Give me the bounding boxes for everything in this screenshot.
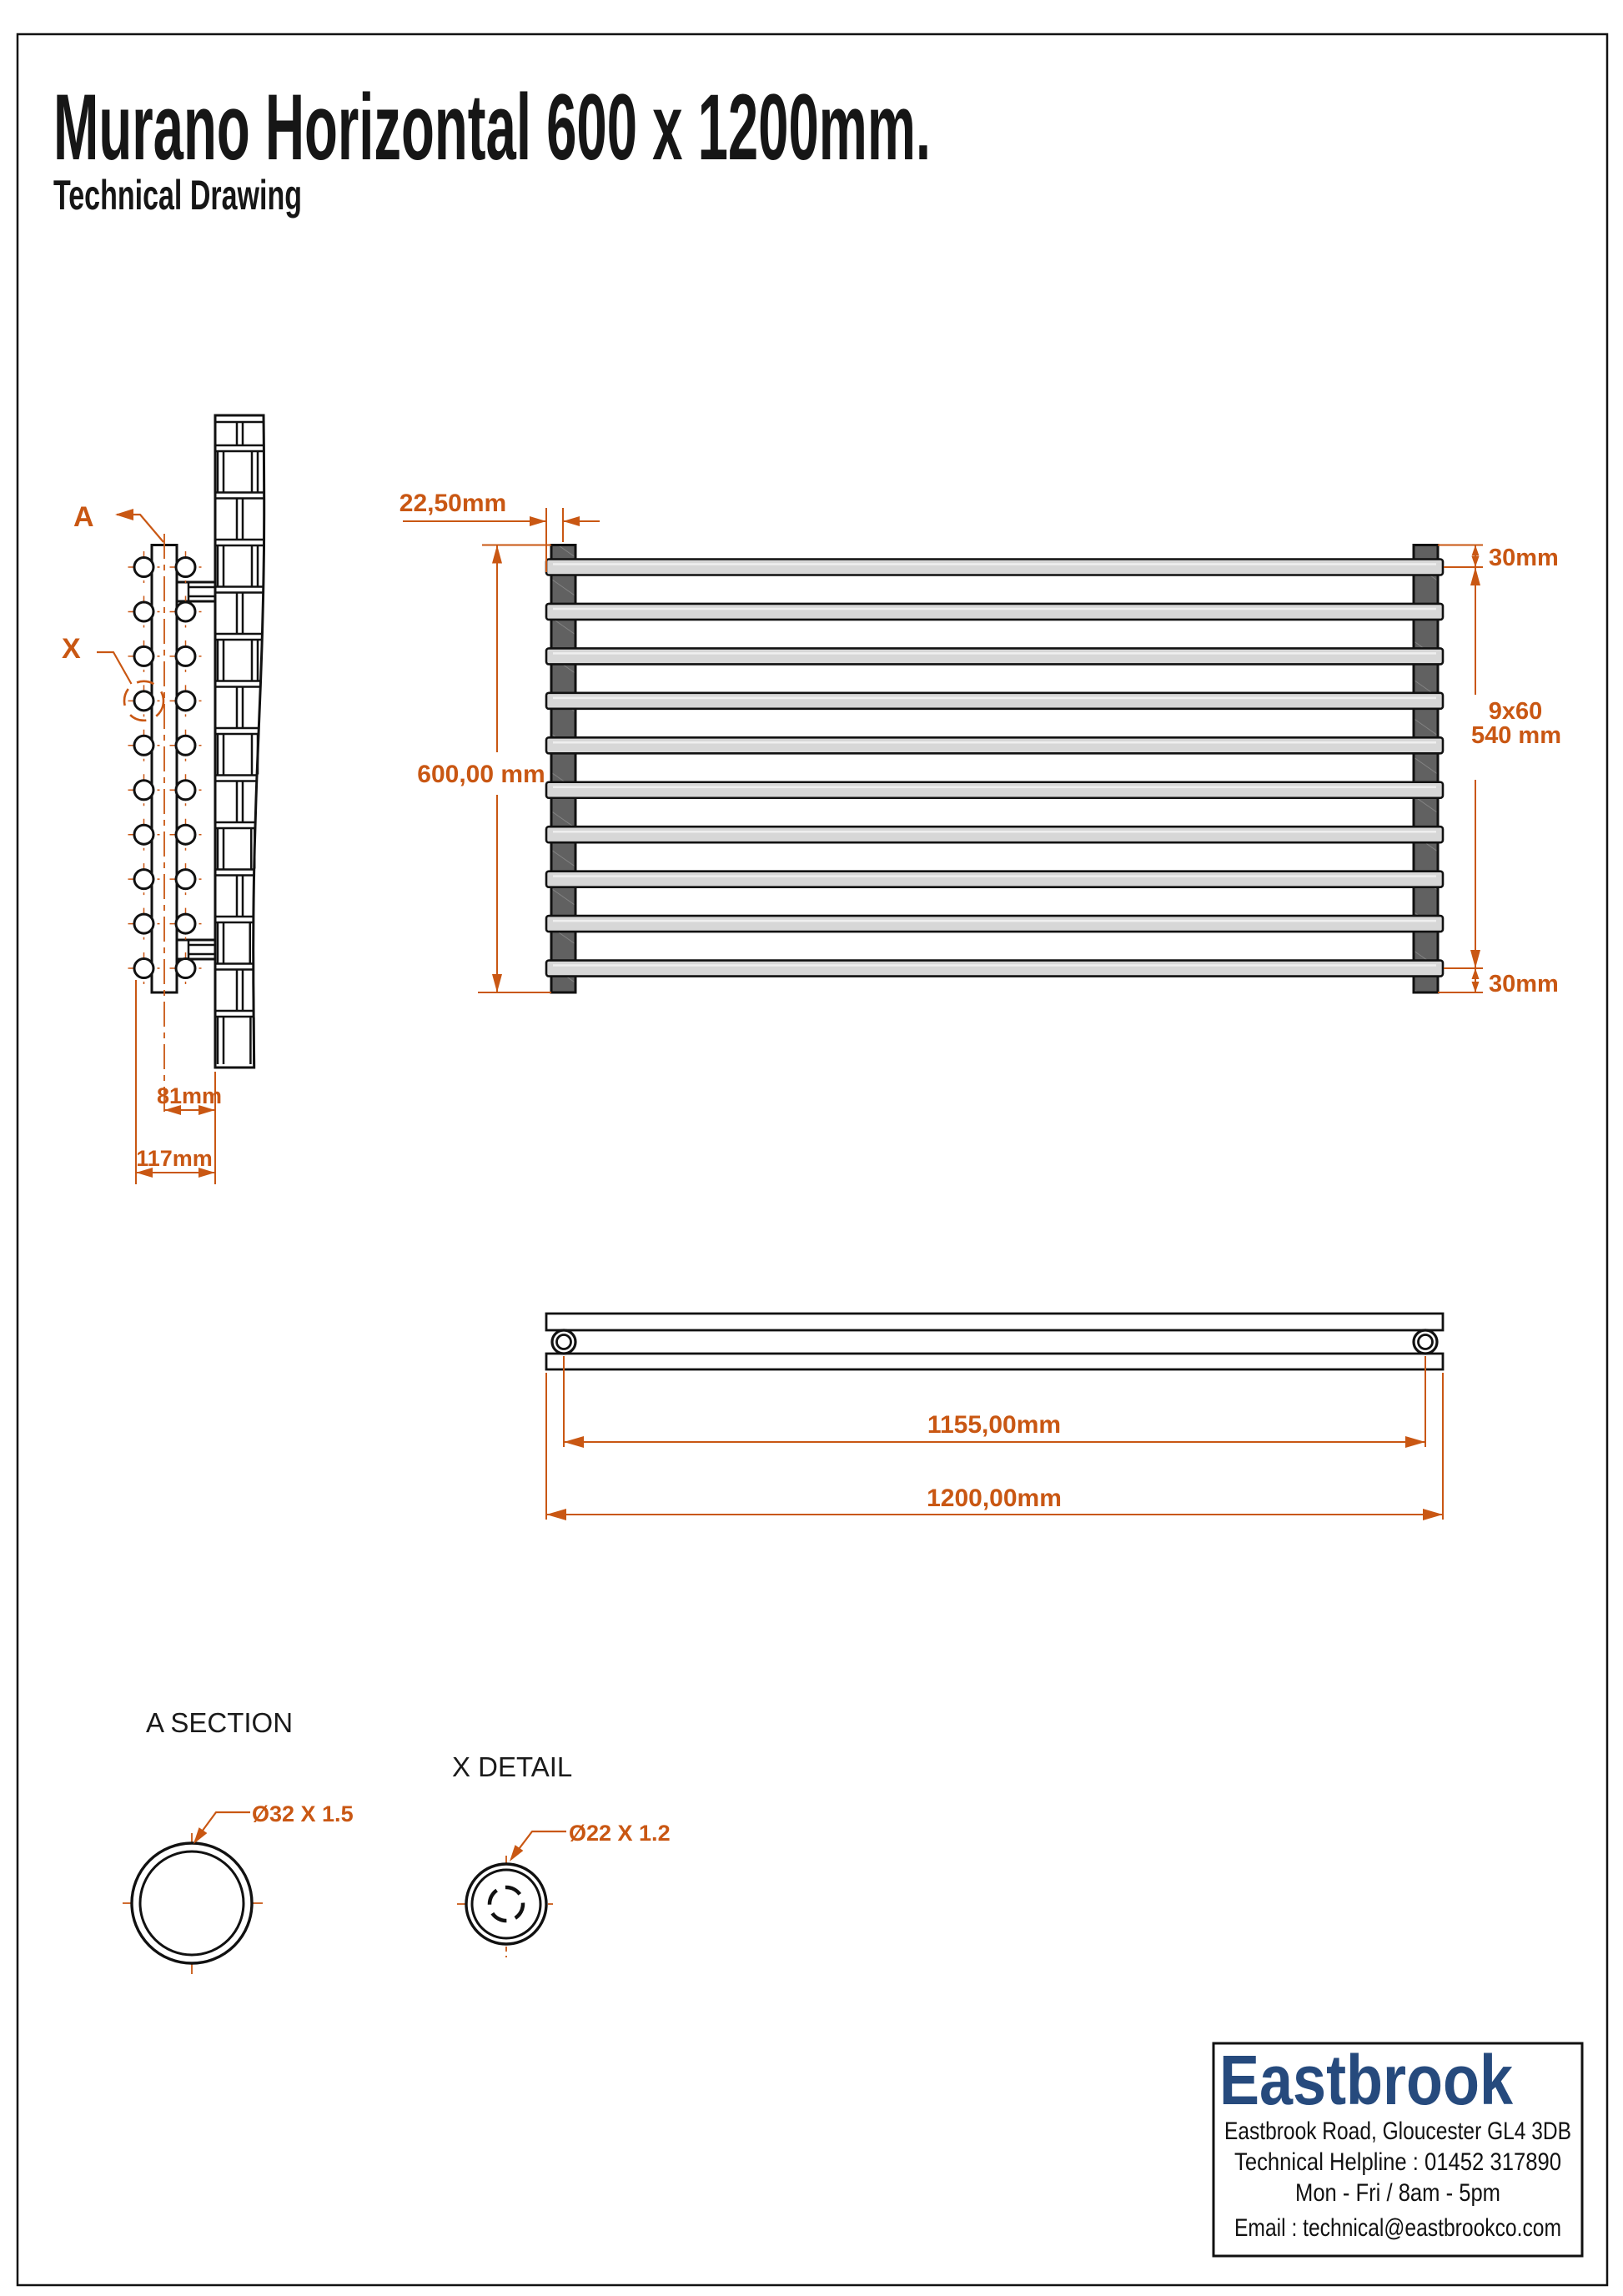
page-border [18, 34, 1607, 2285]
dim-overall-width: 1200,00mm [927, 1485, 1062, 1512]
dim-bottom-margin: 30mm [1489, 971, 1559, 997]
page-subtitle: Technical Drawing [53, 172, 302, 219]
dim-tube-pitch: 9x60 [1488, 698, 1543, 725]
dim-end-offset: 22,50mm [399, 490, 507, 517]
contact-hours: Mon - Fri / 8am - 5pm [1295, 2179, 1500, 2207]
dim-face-to-wall: 117mm [136, 1146, 213, 1171]
dim-top-margin: 30mm [1489, 545, 1559, 571]
section-a-title: A SECTION [146, 1707, 294, 1738]
front-view [403, 508, 1483, 992]
contact-helpline: Technical Helpline : 01452 317890 [1234, 2148, 1561, 2176]
contact-address: Eastbrook Road, Gloucester GL4 3DB [1224, 2118, 1571, 2145]
detail-x-tube-spec: Ø22 X 1.2 [569, 1821, 671, 1846]
brand-logo-text: Eastbrook [1219, 2041, 1514, 2119]
side-view [97, 415, 264, 1184]
dim-tapping-centres: 1155,00mm [927, 1411, 1062, 1439]
detail-x-title: X DETAIL [452, 1751, 573, 1782]
section-cut-label: A [73, 501, 94, 533]
page-title: Murano Horizontal 600 x 1200mm. [53, 75, 931, 179]
dim-tube-span: 540 mm [1470, 722, 1562, 749]
section-a-view [123, 1812, 263, 1974]
dim-pipe-centre-to-wall: 81mm [156, 1083, 223, 1108]
detail-x-view [457, 1831, 566, 1957]
contact-email: Email : technical@eastbrookco.com [1234, 2214, 1561, 2242]
detail-callout-label: X [62, 633, 81, 665]
section-a-tube-spec: Ø32 X 1.5 [252, 1801, 354, 1826]
dim-overall-height: 600,00 mm [417, 761, 545, 788]
